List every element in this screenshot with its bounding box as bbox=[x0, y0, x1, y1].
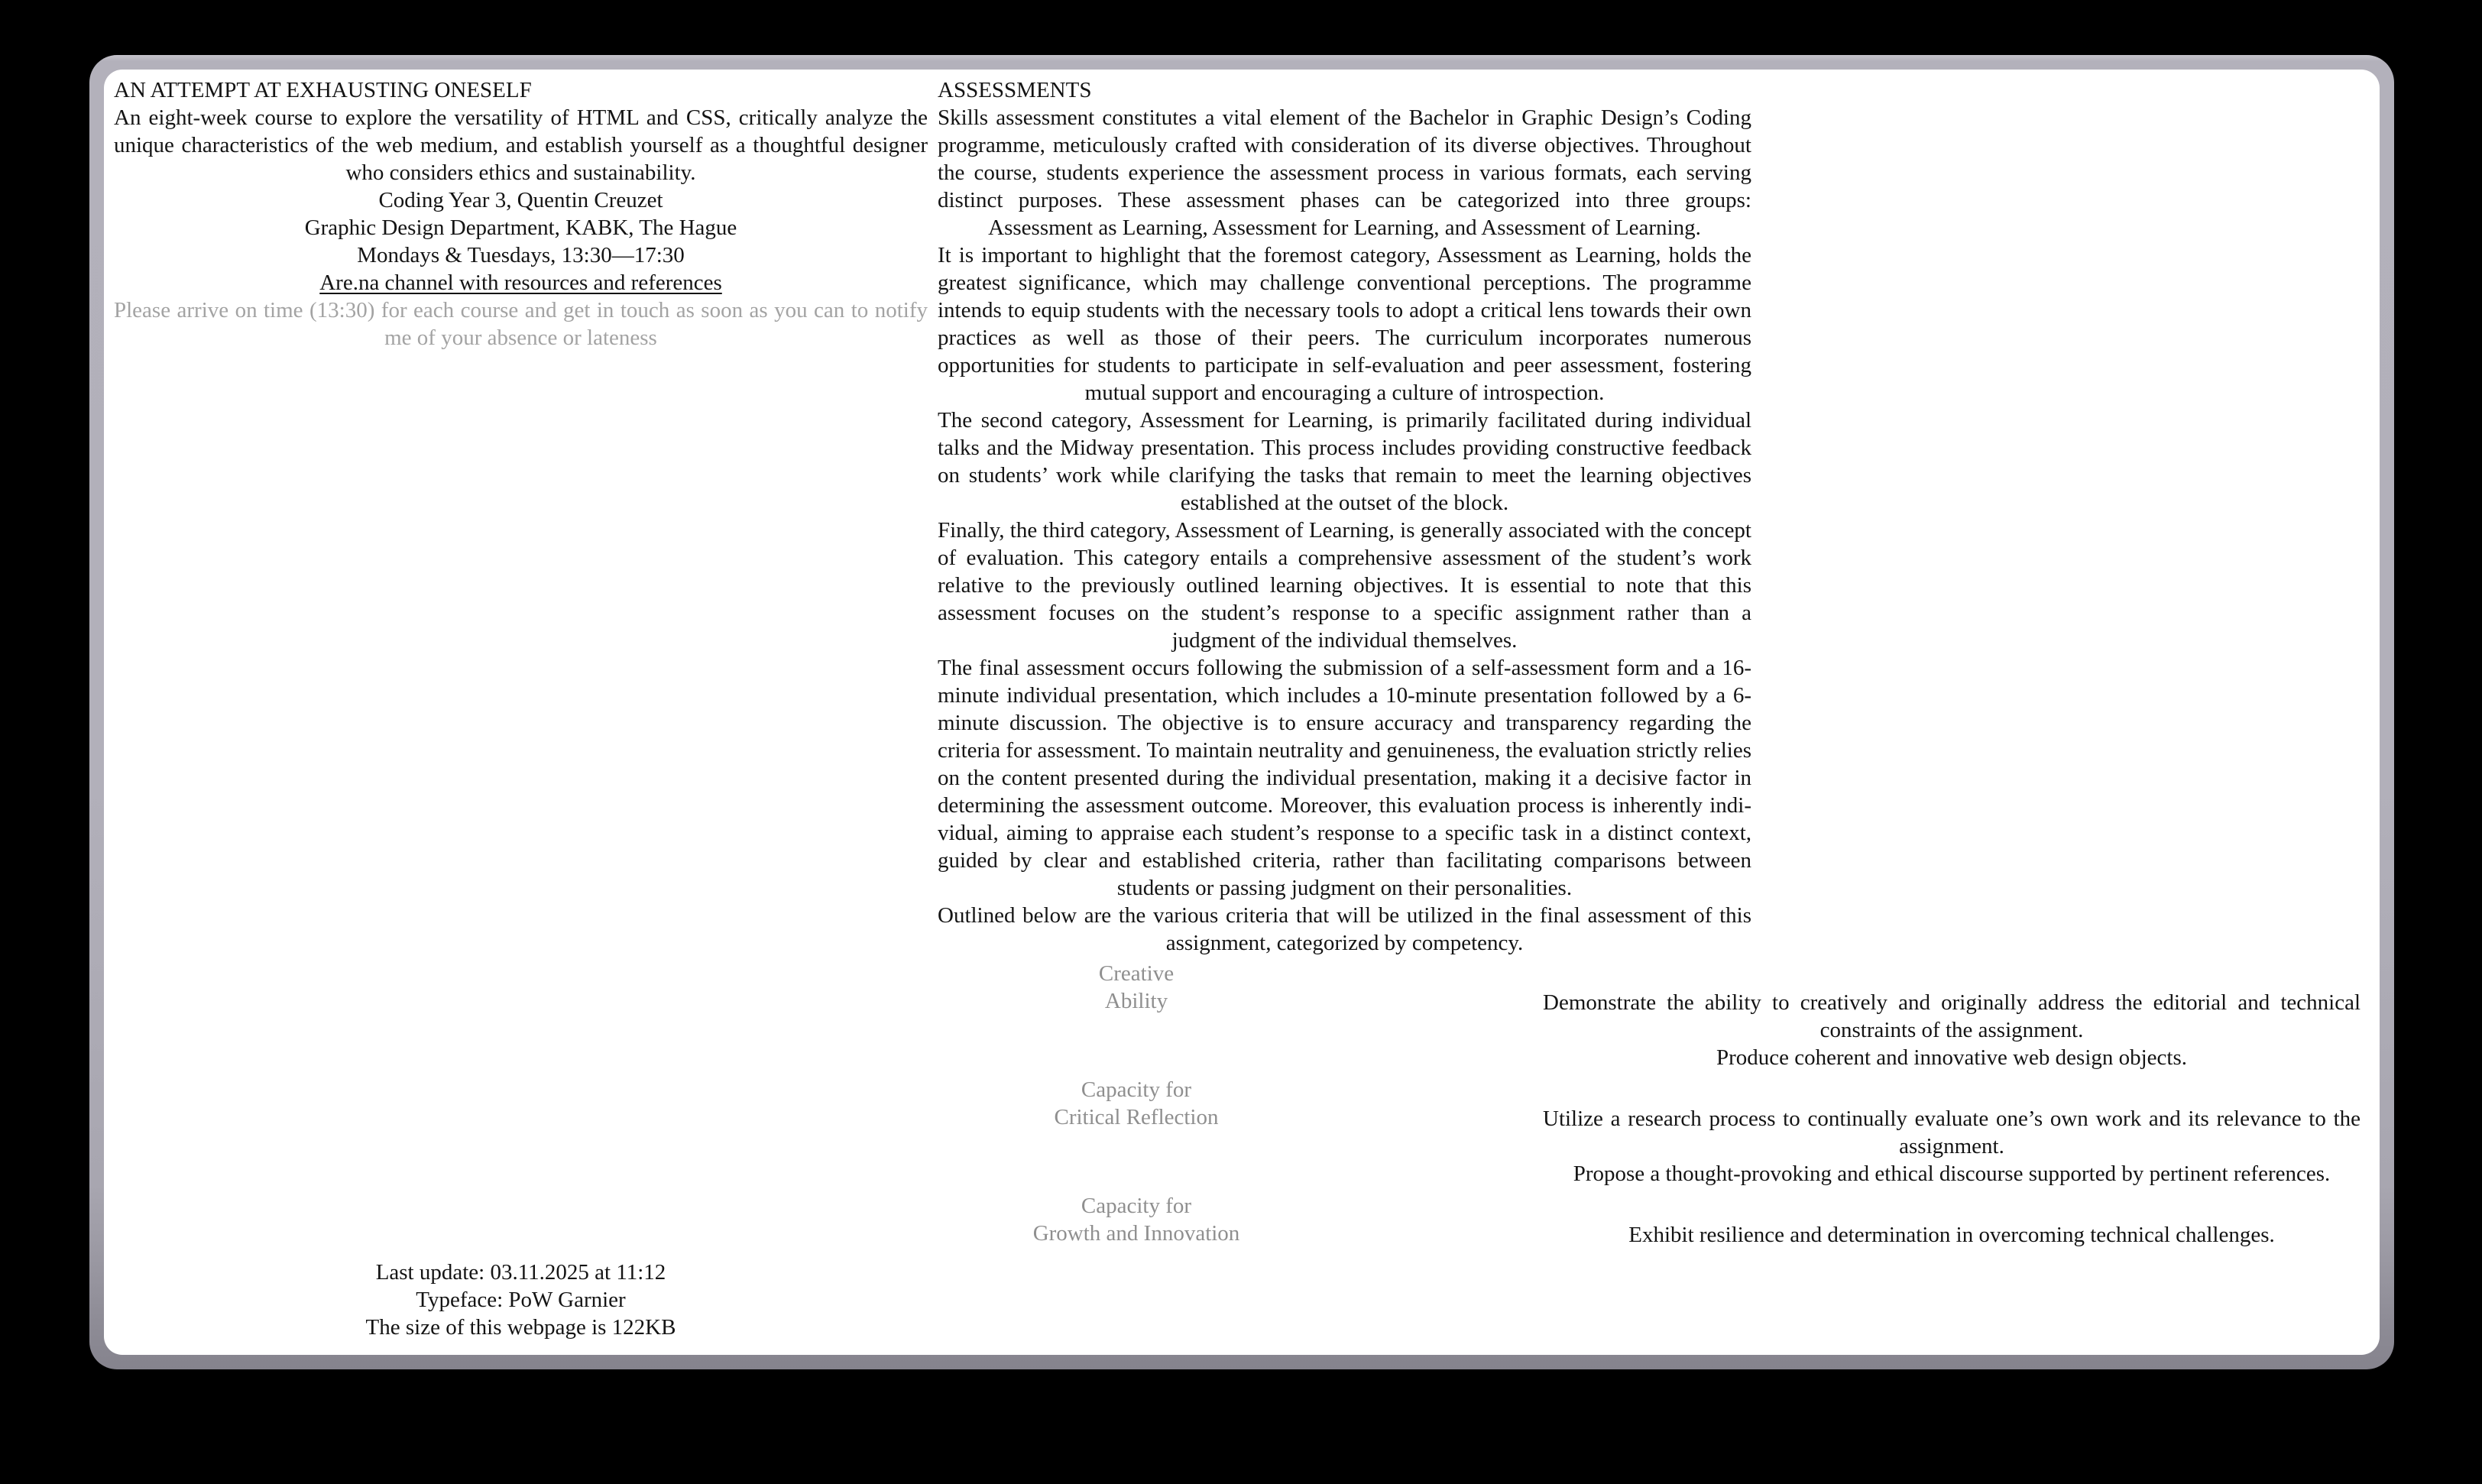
criterion-text: Exhibit resilience and determination in overcoming technical challenges. bbox=[1628, 1223, 2275, 1247]
webpage bbox=[104, 70, 2380, 1355]
attendance-note: Please arrive on time (13:30) for each course and get in touch as soon as you can to notify me of your absence or lateness bbox=[114, 298, 928, 350]
competency-label-line: Creative bbox=[1098, 961, 1175, 986]
competency-label bbox=[938, 960, 1335, 1015]
criteria-table bbox=[938, 960, 2360, 1249]
competency-description bbox=[1543, 960, 2360, 1071]
criteria-row bbox=[938, 960, 2360, 1071]
assessments-paragraph: Skills assessment constitutes a vital element of the Bachelor in Graphic Design’s Coding programme, meticulously crafted with consideration of its diverse objectives. Throughout the course, students experience the assessment process in various formats, each serving distinct purposes. These assessment phases can be categorized into three groups: Assessment as Learning, Assessment for Learning, and Assessment of Learning. bbox=[938, 105, 1751, 240]
page-title: AN ATTEMPT AT EXHAUSTING ONESELF bbox=[114, 78, 532, 102]
criteria-row bbox=[938, 1192, 2360, 1249]
assessments-paragraph: The final assessment occurs following the submission of a self-assessment form and a 16-minute individual presentation, which includes a 10-minute presentation followed by a 6-minute discussion. The objective is to ensure accuracy and transparency regarding the criteria for assessment. To maintain neutrality and genuineness, the evaluation strictly relies on the content presented during the individual presentation, making it a decisive factor in determining the assessment outcome. Moreover, this evaluation process is inherently individual, aiming to appraise each student’s response to a specific task in a distinct context, guided by clear and established criteria, rather than facilitating comparisons between students or passing judgment on their personalities. bbox=[938, 656, 1751, 900]
arena-link-line bbox=[114, 269, 928, 296]
assessments-paragraph: The second category, Assessment for Learning, is primarily facilitated during individual talks and the Midway presentation. This process includes providing constructive feedback on students’ work while clarifying the tasks that remain to meet the learning objectives established at the outset of the block. bbox=[938, 408, 1751, 515]
arena-link[interactable]: Are.na channel with resources and references bbox=[319, 271, 722, 295]
intro-column bbox=[114, 76, 928, 1346]
course-meta-line: Mondays & Tuesdays, 13:30—17:30 bbox=[357, 243, 685, 267]
criteria-row bbox=[938, 1076, 2360, 1188]
competency-label-line: Capacity for bbox=[1081, 1194, 1192, 1218]
typeface-info: Typeface: PoW Garnier bbox=[416, 1288, 626, 1312]
last-update: Last update: 03.11.2025 at 11:12 bbox=[375, 1260, 666, 1285]
competency-description bbox=[1543, 1076, 2360, 1188]
criterion-text: Utilize a research process to continually evaluate one’s own work and its relevance to the assignment. bbox=[1543, 1107, 2360, 1158]
app-window bbox=[89, 55, 2394, 1369]
page-size-info: The size of this webpage is 122KB bbox=[365, 1315, 676, 1340]
assessments-paragraph: It is important to highlight that the foremost category, Assessment as Learning, holds the greatest significance, which may challenge conventional perceptions. The programme intends to equip students with the necessary tools to adopt a critical lens towards their own practices as well as those of their peers. The curriculum incorporates numerous opportunities for students to participate in self-evaluation and peer assessment, fostering mutual support and encouraging a culture of introspection. bbox=[938, 243, 1751, 405]
course-meta-line: Coding Year 3, Quentin Creuzet bbox=[378, 188, 663, 212]
competency-description bbox=[1543, 1192, 2360, 1249]
assessments-title: ASSESSMENTS bbox=[938, 78, 1092, 102]
course-description: An eight-week course to explore the versatility of HTML and CSS, critically analyze the unique characteristics of the web medium, and establish yourself as a thoughtful designer who considers ethics and sustainability. bbox=[114, 105, 928, 185]
page-footer bbox=[114, 1259, 928, 1346]
criterion-text: Demonstrate the ability to creatively and originally address the editorial and technical constraints of the assignment. bbox=[1543, 990, 2360, 1042]
competency-label bbox=[938, 1076, 1335, 1131]
course-meta-line: Graphic Design Department, KABK, The Hague bbox=[304, 215, 737, 240]
competency-label-line: Critical Reflection bbox=[1054, 1105, 1219, 1129]
assessments-paragraph: Outlined below are the various criteria that will be utilized in the final assessment of this assignment, categorized by competency. bbox=[938, 903, 1751, 955]
criterion-text: Propose a thought-provoking and ethical discourse supported by pertinent references. bbox=[1573, 1162, 2331, 1186]
assessments-paragraph: Finally, the third category, Assessment of Learning, is generally associated with the concept of evaluation. This category entails a comprehensive assessment of the student’s work relative to the previously outlined learning objectives. It is essential to note that this assessment focuses on the student’s response to a specific assignment rather than a judgment of the individual themselves. bbox=[938, 518, 1751, 653]
competency-label-line: Capacity for bbox=[1081, 1077, 1192, 1102]
competency-label bbox=[938, 1192, 1335, 1247]
assessments-column bbox=[938, 76, 2360, 1249]
competency-label-line: Ability bbox=[1104, 989, 1168, 1013]
criterion-text: Produce coherent and innovative web design objects. bbox=[1716, 1045, 2188, 1070]
competency-label-line: Growth and Innovation bbox=[1032, 1221, 1240, 1246]
